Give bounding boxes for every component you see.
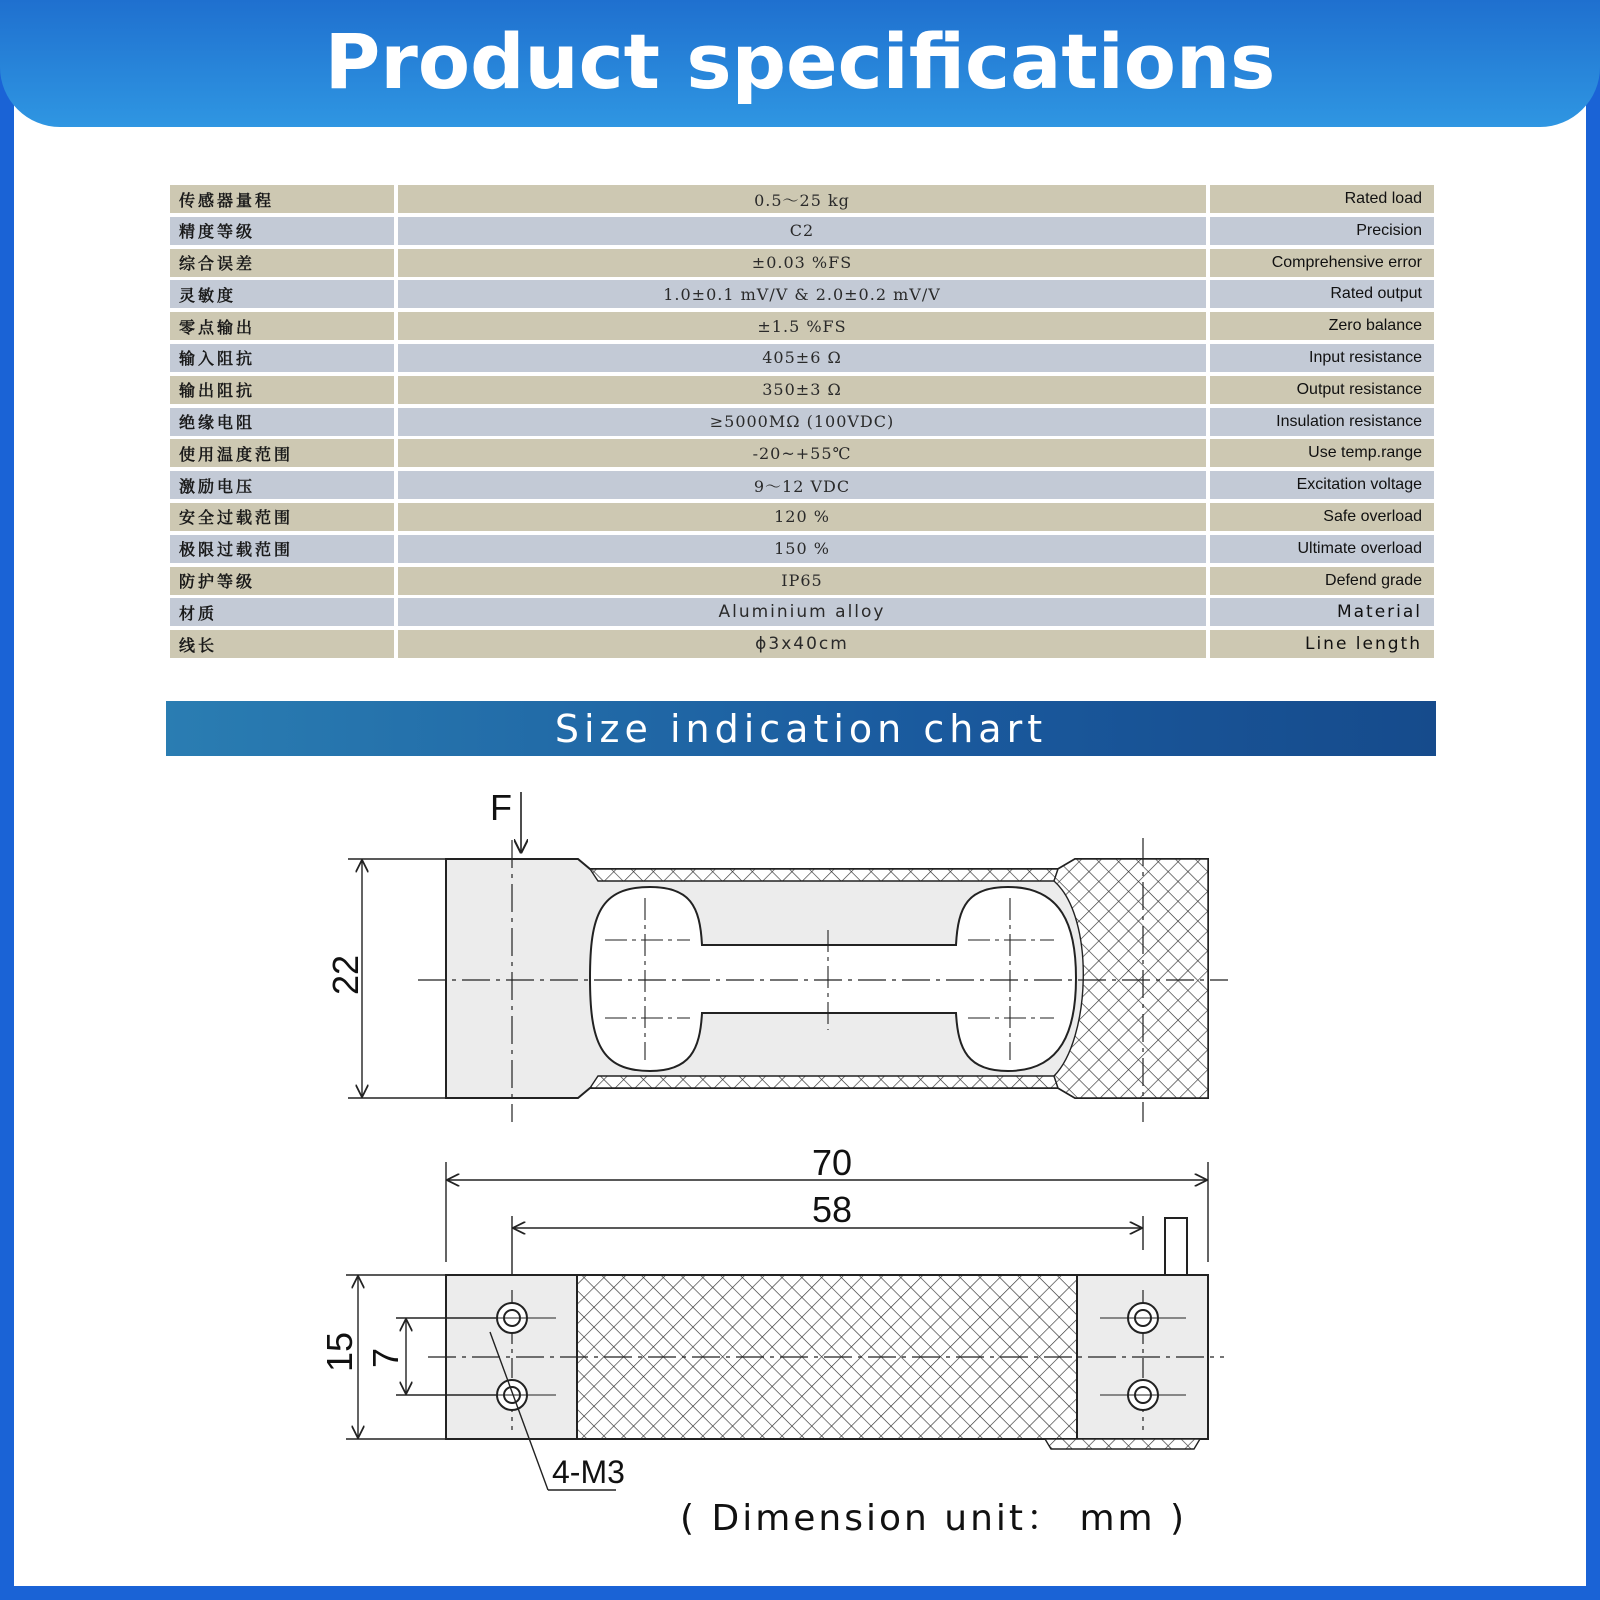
plan-view <box>346 1162 1224 1490</box>
spec-label-en: Safe overload <box>1210 503 1434 531</box>
hole-spacing-label: 7 <box>365 1347 406 1368</box>
spec-value: IP65 <box>398 567 1206 595</box>
thread-label: 4-M3 <box>552 1454 625 1490</box>
spec-row <box>170 376 1434 404</box>
spec-label-cn: 传感器量程 <box>170 185 394 213</box>
force-label: F <box>490 787 512 828</box>
spec-label-en: Insulation resistance <box>1210 408 1434 436</box>
spec-value: 0.5～25 kg <box>398 185 1206 213</box>
spec-value: 9～12 VDC <box>398 471 1206 499</box>
hole-spacing-length-label: 58 <box>812 1189 853 1230</box>
spec-value: ±0.03 %FS <box>398 249 1206 277</box>
spec-label-en: Input resistance <box>1210 344 1434 372</box>
spec-label-en: Ultimate overload <box>1210 535 1434 563</box>
spec-row <box>170 312 1434 340</box>
spec-label-cn: 防护等级 <box>170 567 394 595</box>
spec-label-en: Rated load <box>1210 185 1434 213</box>
spec-row <box>170 567 1434 595</box>
section-title: Size indication chart <box>554 706 1048 751</box>
dimension-unit-note: ( Dimension unit： mm ) <box>680 1498 1188 1539</box>
spec-value: 350±3 Ω <box>398 376 1206 404</box>
header-banner <box>0 0 1600 127</box>
spec-label-en: Rated output <box>1210 280 1434 308</box>
spec-label-cn: 精度等级 <box>170 217 394 245</box>
spec-value: ±1.5 %FS <box>398 312 1206 340</box>
spec-label-cn: 使用温度范围 <box>170 439 394 467</box>
spec-value: ≥5000MΩ (100VDC) <box>398 408 1206 436</box>
spec-value: ϕ3x40cm <box>398 630 1206 658</box>
spec-value: C2 <box>398 217 1206 245</box>
spec-row <box>170 471 1434 499</box>
page-title: Product specifications <box>324 17 1276 106</box>
spec-label-en: Defend grade <box>1210 567 1434 595</box>
spec-row <box>170 503 1434 531</box>
spec-row <box>170 249 1434 277</box>
overall-length-label: 70 <box>812 1142 853 1183</box>
spec-label-en: Line length <box>1210 630 1434 658</box>
spec-label-cn: 激励电压 <box>170 471 394 499</box>
spec-label-en: Material <box>1210 598 1434 626</box>
dimension-drawing <box>0 760 1600 1540</box>
spec-label-en: Output resistance <box>1210 376 1434 404</box>
spec-value: 120 % <box>398 503 1206 531</box>
width-dimension-label: 15 <box>319 1331 360 1372</box>
spec-value: 1.0±0.1 mV/V & 2.0±0.2 mV/V <box>398 280 1206 308</box>
spec-value: Aluminium alloy <box>398 598 1206 626</box>
spec-label-cn: 输入阻抗 <box>170 344 394 372</box>
spec-row <box>170 630 1434 658</box>
side-view <box>348 792 1228 1122</box>
spec-label-cn: 线长 <box>170 630 394 658</box>
spec-label-cn: 材质 <box>170 598 394 626</box>
height-dimension-label: 22 <box>325 954 366 995</box>
spec-table <box>170 185 1434 662</box>
spec-label-cn: 灵敏度 <box>170 280 394 308</box>
spec-row <box>170 185 1434 213</box>
spec-label-en: Precision <box>1210 217 1434 245</box>
spec-row <box>170 344 1434 372</box>
spec-label-en: Comprehensive error <box>1210 249 1434 277</box>
spec-label-cn: 极限过载范围 <box>170 535 394 563</box>
spec-row <box>170 408 1434 436</box>
spec-value: 150 % <box>398 535 1206 563</box>
spec-row <box>170 280 1434 308</box>
spec-label-cn: 综合误差 <box>170 249 394 277</box>
spec-row <box>170 598 1434 626</box>
spec-row <box>170 535 1434 563</box>
spec-label-cn: 绝缘电阻 <box>170 408 394 436</box>
spec-label-cn: 安全过载范围 <box>170 503 394 531</box>
spec-label-cn: 输出阻抗 <box>170 376 394 404</box>
spec-value: -20~+55℃ <box>398 439 1206 467</box>
spec-row <box>170 439 1434 467</box>
frame-bottom-border <box>0 1586 1600 1600</box>
spec-label-cn: 零点输出 <box>170 312 394 340</box>
spec-label-en: Use temp.range <box>1210 439 1434 467</box>
section-bar <box>166 701 1436 756</box>
spec-row <box>170 217 1434 245</box>
spec-value: 405±6 Ω <box>398 344 1206 372</box>
spec-label-en: Zero balance <box>1210 312 1434 340</box>
spec-label-en: Excitation voltage <box>1210 471 1434 499</box>
